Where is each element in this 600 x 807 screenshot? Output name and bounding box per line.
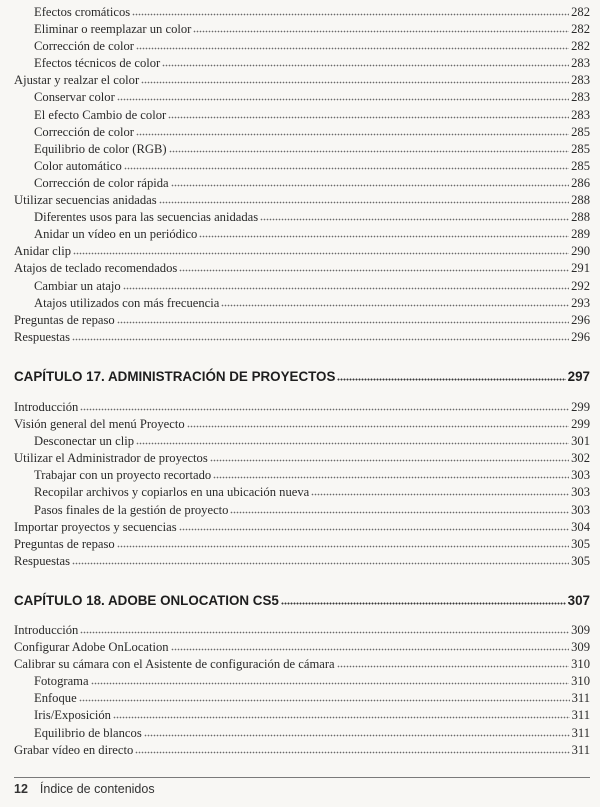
dot-leader: [144, 727, 570, 737]
dot-leader: [136, 435, 569, 445]
toc-entry-title: Efectos técnicos de color: [34, 56, 161, 71]
toc-entry-title: Introducción: [14, 623, 79, 637]
toc-entry-page: 305: [571, 536, 590, 551]
toc-entry-page: 286: [571, 175, 590, 190]
toc-entry-page: 299: [571, 400, 590, 414]
toc-entry[interactable]: [14, 707, 590, 724]
toc-entry[interactable]: [14, 72, 590, 89]
toc-entry-page: 285: [571, 124, 590, 139]
chapter-page: 297: [567, 369, 590, 384]
dot-leader: [135, 744, 569, 754]
dot-leader: [117, 538, 569, 548]
toc-entry-page: 288: [571, 210, 590, 225]
toc-list: [14, 622, 590, 759]
toc-entry-title: Fotograma: [34, 674, 89, 689]
dot-leader: [80, 401, 569, 411]
page-footer: [14, 777, 590, 796]
dot-leader: [168, 109, 569, 119]
toc-entry-title: Conservar color: [34, 90, 115, 105]
footer-label: Índice de contenidos: [39, 782, 155, 796]
toc-entry[interactable]: [14, 519, 590, 536]
toc-entry-page: 302: [571, 451, 590, 466]
toc-entry-page: 303: [571, 502, 590, 517]
toc-entry-title: Utilizar secuencias anidadas: [14, 193, 157, 208]
toc-entry[interactable]: [14, 433, 590, 450]
toc-entry-page: 299: [571, 417, 590, 432]
toc-entry[interactable]: [14, 260, 590, 277]
toc-entry-title: Configurar Adobe OnLocation: [14, 640, 169, 655]
toc-entry-title: Anidar clip: [14, 244, 72, 259]
toc-entry-page: 290: [571, 244, 590, 259]
toc-entry-page: 309: [571, 640, 590, 655]
toc-entry-title: Respuestas: [14, 553, 70, 568]
toc-entry-title: Grabar vídeo en directo: [14, 742, 134, 757]
toc-entry-title: Respuestas: [14, 329, 70, 344]
toc-entry-page: 283: [571, 107, 590, 122]
dot-leader: [230, 504, 569, 514]
dot-leader: [171, 177, 569, 187]
dot-leader: [136, 126, 569, 136]
toc-entry[interactable]: [14, 622, 590, 639]
toc-entry-title: Desconectar un clip: [34, 434, 135, 449]
toc-entry[interactable]: [14, 21, 590, 38]
toc-entry-title: Preguntas de repaso: [14, 312, 115, 327]
dot-leader: [187, 418, 569, 428]
toc-entry-page: 311: [571, 691, 590, 706]
toc-entry[interactable]: [14, 38, 590, 55]
toc-entry-page: 310: [571, 657, 590, 672]
dot-leader: [162, 57, 569, 67]
toc-entry-title: Atajos de teclado recomendados: [14, 261, 178, 276]
toc-entry-title: Efectos cromáticos: [34, 5, 131, 19]
toc-entry-page: 285: [571, 141, 590, 156]
toc-entry-page: 283: [571, 56, 590, 71]
toc-entry[interactable]: [14, 742, 590, 759]
toc-entry-page: 289: [571, 227, 590, 242]
chapter-title: CAPÍTULO 17. ADMINISTRACIÓN DE PROYECTOS: [14, 369, 336, 384]
dot-leader: [123, 280, 569, 290]
dot-leader: [199, 228, 569, 238]
toc-entry-page: 303: [571, 485, 590, 500]
toc-entry-page: 282: [571, 5, 590, 19]
toc-entry[interactable]: [14, 502, 590, 519]
dot-leader: [117, 314, 569, 324]
toc-entry[interactable]: [14, 209, 590, 226]
toc-entry[interactable]: [14, 329, 590, 346]
toc-entry-title: Introducción: [14, 400, 79, 414]
toc-list: [14, 4, 590, 346]
toc-entry-page: 310: [571, 674, 590, 689]
toc-entry-page: 296: [571, 312, 590, 327]
toc-entry-title: Iris/Exposición: [34, 708, 111, 723]
dot-leader: [260, 211, 569, 221]
toc-entry-title: Diferentes usos para las secuencias anidadas: [34, 210, 259, 225]
toc-entry-title: Pasos finales de la gestión de proyecto: [34, 502, 229, 517]
toc-entry-title: Corrección de color: [34, 124, 135, 139]
dot-leader: [179, 521, 570, 531]
toc-entry-page: 293: [571, 295, 590, 310]
chapter-heading[interactable]: [14, 593, 590, 613]
toc-entry[interactable]: [14, 450, 590, 467]
toc-entry[interactable]: [14, 175, 590, 192]
chapter-title: CAPÍTULO 18. ADOBE ONLOCATION CS5: [14, 593, 279, 608]
toc-entry[interactable]: [14, 639, 590, 656]
toc-entry-title: Atajos utilizados con más frecuencia: [34, 295, 220, 310]
toc-entry-page: 282: [571, 22, 590, 37]
toc-entry-page: 292: [571, 278, 590, 293]
dot-leader: [179, 262, 569, 272]
toc-entry-title: Corrección de color: [34, 39, 135, 54]
dot-leader: [72, 555, 569, 565]
toc-entry[interactable]: [14, 278, 590, 295]
toc-entry-page: 304: [571, 519, 590, 534]
dot-leader: [141, 74, 569, 84]
toc-entry[interactable]: [14, 536, 590, 553]
toc-entry[interactable]: [14, 226, 590, 243]
toc-entry-page: 309: [571, 623, 590, 637]
toc-entry-page: 301: [571, 434, 590, 449]
dot-leader: [117, 91, 569, 101]
toc-entry[interactable]: [14, 192, 590, 209]
dot-leader: [124, 160, 569, 170]
toc-entry-title: Color automático: [34, 158, 122, 173]
toc-entry-title: Utilizar el Administrador de proyectos: [14, 451, 208, 466]
toc-entry[interactable]: [14, 124, 590, 141]
dot-leader: [221, 297, 569, 307]
toc-entry-title: Recopilar archivos y copiarlos en una ubicación nueva: [34, 485, 310, 500]
toc-entry-title: Cambiar un atajo: [34, 278, 121, 293]
footer-page-number: 12: [14, 782, 28, 796]
dot-leader: [337, 658, 569, 668]
toc-entry-page: 291: [571, 261, 590, 276]
toc-entry[interactable]: [14, 4, 590, 21]
toc-entry[interactable]: [14, 89, 590, 106]
toc-entry-title: Corrección de color rápida: [34, 175, 169, 190]
toc-entry-title: Equilibrio de color (RGB): [34, 141, 167, 156]
dot-leader: [91, 675, 570, 685]
chapter-page: 307: [567, 593, 590, 608]
dot-leader: [169, 143, 570, 153]
toc-entry[interactable]: [14, 484, 590, 501]
toc-entry-title: Trabajar con un proyecto recortado: [34, 468, 212, 483]
toc-entry[interactable]: [14, 243, 590, 260]
dot-leader: [159, 194, 569, 204]
toc-entry-title: Calibrar su cámara con el Asistente de configuración de cámara: [14, 657, 335, 672]
toc-entry[interactable]: [14, 725, 590, 742]
dot-leader: [132, 6, 569, 16]
toc-entry-title: El efecto Cambio de color: [34, 107, 167, 122]
toc-entry-page: 305: [571, 553, 590, 568]
toc-entry[interactable]: [14, 55, 590, 72]
dot-leader: [210, 452, 569, 462]
dot-leader: [337, 371, 565, 381]
dot-leader: [80, 624, 569, 634]
dot-leader: [213, 469, 569, 479]
chapter-heading[interactable]: [14, 369, 590, 389]
dot-leader: [72, 331, 569, 341]
dot-leader: [171, 641, 570, 651]
toc-entry-title: Anidar un vídeo en un periódico: [34, 227, 198, 242]
toc-entry-title: Enfoque: [34, 691, 77, 706]
toc-entry[interactable]: [14, 416, 590, 433]
toc-entry-page: 303: [571, 468, 590, 483]
toc-entry[interactable]: [14, 690, 590, 707]
toc-entry-page: 285: [571, 158, 590, 173]
toc-entry-page: 282: [571, 39, 590, 54]
toc-entry-page: 311: [571, 708, 590, 723]
toc-entry[interactable]: [14, 673, 590, 690]
toc-entry[interactable]: [14, 158, 590, 175]
toc-entry-page: 283: [571, 73, 590, 88]
toc-entry-title: Eliminar o reemplazar un color: [34, 22, 192, 37]
toc-entry-title: Equilibrio de blancos: [34, 725, 142, 740]
dot-leader: [79, 692, 570, 702]
toc-entry-page: 288: [571, 193, 590, 208]
toc-entry-title: Ajustar y realzar el color: [14, 73, 140, 88]
toc-entry[interactable]: [14, 656, 590, 673]
dot-leader: [311, 486, 569, 496]
toc-entry[interactable]: [14, 399, 590, 416]
toc-entry-page: 296: [571, 329, 590, 344]
dot-leader: [193, 23, 569, 33]
toc-list: [14, 399, 590, 570]
toc-entry-title: Preguntas de repaso: [14, 536, 115, 551]
toc-entry-page: 283: [571, 90, 590, 105]
dot-leader: [136, 40, 569, 50]
toc-entry-title: Visión general del menú Proyecto: [14, 417, 185, 432]
toc-entry[interactable]: [14, 107, 590, 124]
toc-entry-page: 311: [571, 742, 590, 757]
dot-leader: [113, 709, 570, 719]
toc-entry-title: Importar proyectos y secuencias: [14, 519, 177, 534]
dot-leader: [73, 245, 569, 255]
toc-entry[interactable]: [14, 467, 590, 484]
toc-entry[interactable]: [14, 295, 590, 312]
toc-entry[interactable]: [14, 553, 590, 570]
toc-entry[interactable]: [14, 141, 590, 158]
toc-entry[interactable]: [14, 312, 590, 329]
toc-entry-page: 311: [571, 725, 590, 740]
dot-leader: [281, 595, 566, 605]
